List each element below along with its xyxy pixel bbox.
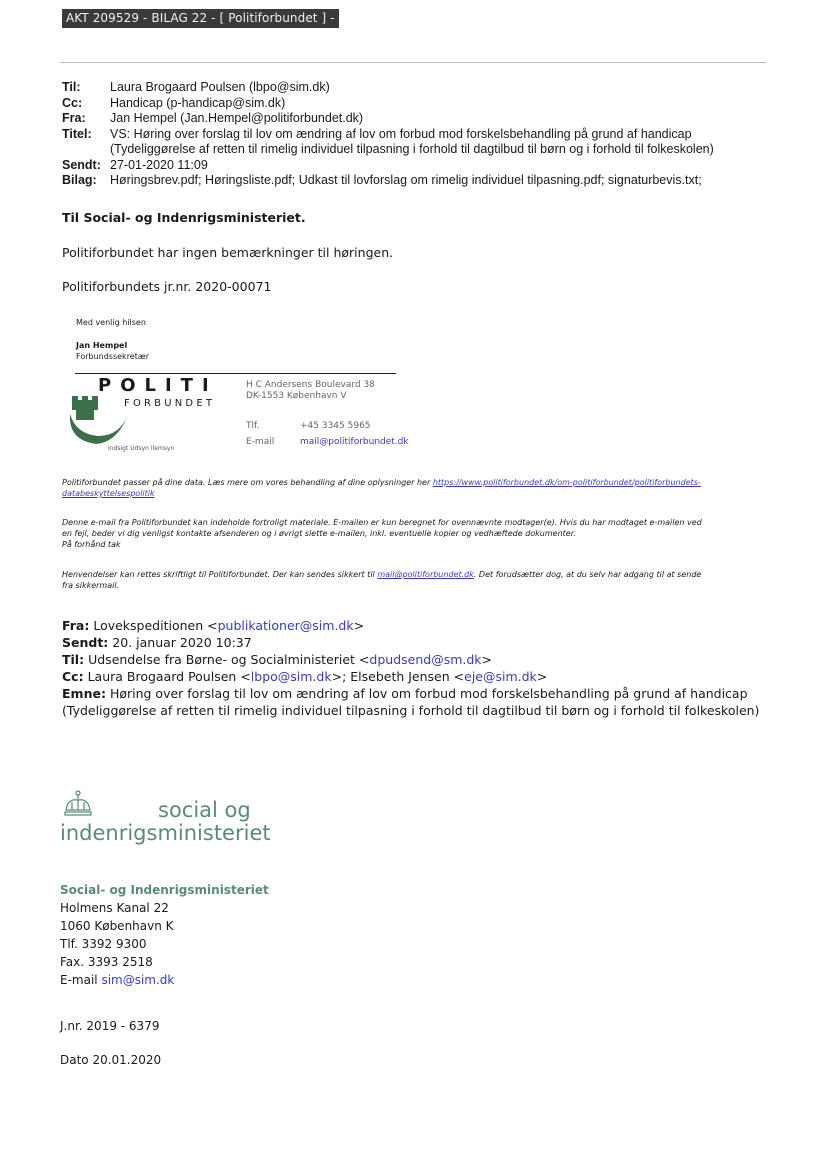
signature-greeting: Med venlig hilsen (76, 318, 146, 327)
sent-value: 27-01-2020 11:09 (110, 157, 208, 172)
fwd-subject-line1: Høring over forslag til lov om ændring af lov om forbud mod forskelsbehandling på grund af handicap (109, 686, 748, 701)
fwd-from-label: Fra: (62, 618, 90, 633)
ministry-phone: Tlf. 3392 9300 (60, 937, 147, 951)
fwd-subject-label: Emne: (62, 686, 106, 701)
fwd-sent-label: Sendt: (62, 635, 109, 650)
fwd-to-close: > (481, 652, 493, 667)
conf-line-3: På forhånd tak (62, 540, 121, 549)
fwd-to-label: Til: (62, 652, 85, 667)
politi-logo-word: POLITI (98, 375, 218, 396)
ministry-city: 1060 København K (60, 919, 174, 933)
cc-label: Cc: (62, 95, 83, 110)
ministry-email-label: E-mail (60, 973, 102, 987)
ministry-logo-line2: indenrigsministeriet (60, 821, 271, 845)
secure-text-post: . Det forudsætter dog, at du selv har adgang til at sende (473, 570, 702, 579)
fwd-subject-line2: (Tydeliggørelse af retten til rimelig individuel tilpasning i forhold til dagtilbud til børn og i forhold til folkeskolen) (62, 703, 760, 718)
signature-email-label: E-mail (246, 437, 275, 447)
body-line-2: Politiforbundets jr.nr. 2020-00071 (62, 279, 272, 294)
signature-role: Forbundssekretær (76, 352, 150, 361)
signature-address-2: DK-1553 København V (246, 391, 347, 401)
politi-emblem-icon (62, 392, 134, 450)
fwd-sent-value: 20. januar 2020 10:37 (112, 635, 252, 650)
email-header (62, 80, 714, 189)
attachments-label: Bilag: (62, 173, 97, 187)
document-stamp: AKT 209529 - BILAG 22 - [ Politiforbundet ] - (62, 9, 339, 28)
privacy-link[interactable]: https://www.politiforbundet.dk/om-politiforbundet/politiforbundets- (432, 478, 701, 487)
fwd-from-name: Lovekspeditionen < (93, 618, 218, 633)
fwd-cc-close: > (536, 669, 548, 684)
from-label: Fra: (62, 111, 86, 125)
politi-motto: Indsigt Udsyn Ilemsyn (108, 445, 175, 452)
forwarded-header (62, 617, 759, 719)
signature-address-1: H C Andersens Boulevard 38 (246, 380, 375, 390)
ministry-address (60, 881, 269, 989)
fwd-to-email[interactable]: dpudsend@sm.dk (369, 652, 482, 667)
signature-divider (75, 373, 396, 374)
signature-phone-label: Tlf. (246, 421, 260, 431)
conf-line-2: en fejl, beder vi dig venligst kontakte afsenderen og i øvrigt slette e-mailen, inkl. eventuelle kopier og vedhæftede dokumenter. (62, 529, 576, 538)
fwd-to-name: Udsendelse fra Børne- og Socialministeriet < (88, 652, 370, 667)
document-date: Dato 20.01.2020 (60, 1053, 162, 1067)
crown-icon (62, 790, 94, 818)
confidentiality-notice (62, 517, 767, 550)
ministry-street: Holmens Kanal 22 (60, 901, 169, 915)
addressee: Til Social- og Indenrigsministeriet. (62, 210, 306, 225)
ministry-fax: Fax. 3393 2518 (60, 955, 153, 969)
sent-label: Sendt: (62, 157, 101, 172)
privacy-text: Politiforbundet passer på dine data. Læs mere om vores behandling af dine oplysninger her (62, 478, 433, 487)
header-divider (60, 62, 766, 63)
fwd-cc-name1: Laura Brogaard Poulsen < (87, 669, 251, 684)
secure-mail-notice (62, 569, 767, 591)
signature-phone: +45 3345 5965 (300, 421, 371, 431)
conf-line-1: Denne e-mail fra Politiforbundet kan indeholde fortroligt materiale. E-mailen er kun beregnet for ovennævnte modtager(e). Hvis du har modtaget e-mailen ved (62, 518, 702, 527)
fwd-cc-email1[interactable]: lbpo@sim.dk (250, 669, 332, 684)
fwd-cc-email2[interactable]: eje@sim.dk (464, 669, 537, 684)
cc-value: Handicap (p-handicap@sim.dk) (110, 95, 286, 110)
secure-mail-link[interactable]: mail@politiforbundet.dk (377, 570, 474, 579)
ministry-email-link[interactable]: sim@sim.dk (101, 973, 175, 987)
fwd-cc-mid: >; Elsebeth Jensen < (331, 669, 465, 684)
secure-text: Henvendelser kan rettes skriftligt til Politiforbundet. Der kan sendes sikkert til (62, 570, 378, 579)
body-line-1: Politiforbundet har ingen bemærkninger til høringen. (62, 245, 394, 260)
signature-email-link[interactable]: mail@politiforbundet.dk (300, 437, 409, 447)
title-label: Titel: (62, 126, 92, 141)
ministry-logo-line1: social og (158, 798, 251, 822)
fwd-from-email[interactable]: publikationer@sim.dk (217, 618, 354, 633)
privacy-link-cont[interactable]: databeskyttelsespolitik (62, 489, 155, 498)
secure-text-line2: fra sikkermail. (62, 581, 120, 590)
fwd-cc-label: Cc: (62, 669, 84, 684)
ministry-name: Social- og Indenrigsministeriet (60, 883, 269, 897)
to-label: Til: (62, 80, 81, 94)
title-value-line2: (Tydeliggørelse af retten til rimelig individuel tilpasning i forhold til dagtilbud til børn og i forhold til folkeskolen) (110, 142, 714, 156)
title-value-line1: VS: Høring over forslag til lov om ændring af lov om forbud mod forskelsbehandling på grund af handicap (110, 126, 692, 141)
fwd-from-close: > (353, 618, 365, 633)
journal-number: J.nr. 2019 - 6379 (60, 1019, 160, 1033)
forbundet-logo-word: FORBUNDET (124, 398, 216, 409)
to-value: Laura Brogaard Poulsen (lbpo@sim.dk) (110, 80, 330, 94)
attachments-value: Høringsbrev.pdf; Høringsliste.pdf; Udkast til lovforslag om rimelig individuel tilpasning.pdf; signaturbevis.txt; (110, 173, 702, 187)
from-value: Jan Hempel (Jan.Hempel@politiforbundet.dk) (110, 111, 364, 125)
signature-name: Jan Hempel (76, 341, 128, 350)
privacy-notice (62, 477, 767, 499)
